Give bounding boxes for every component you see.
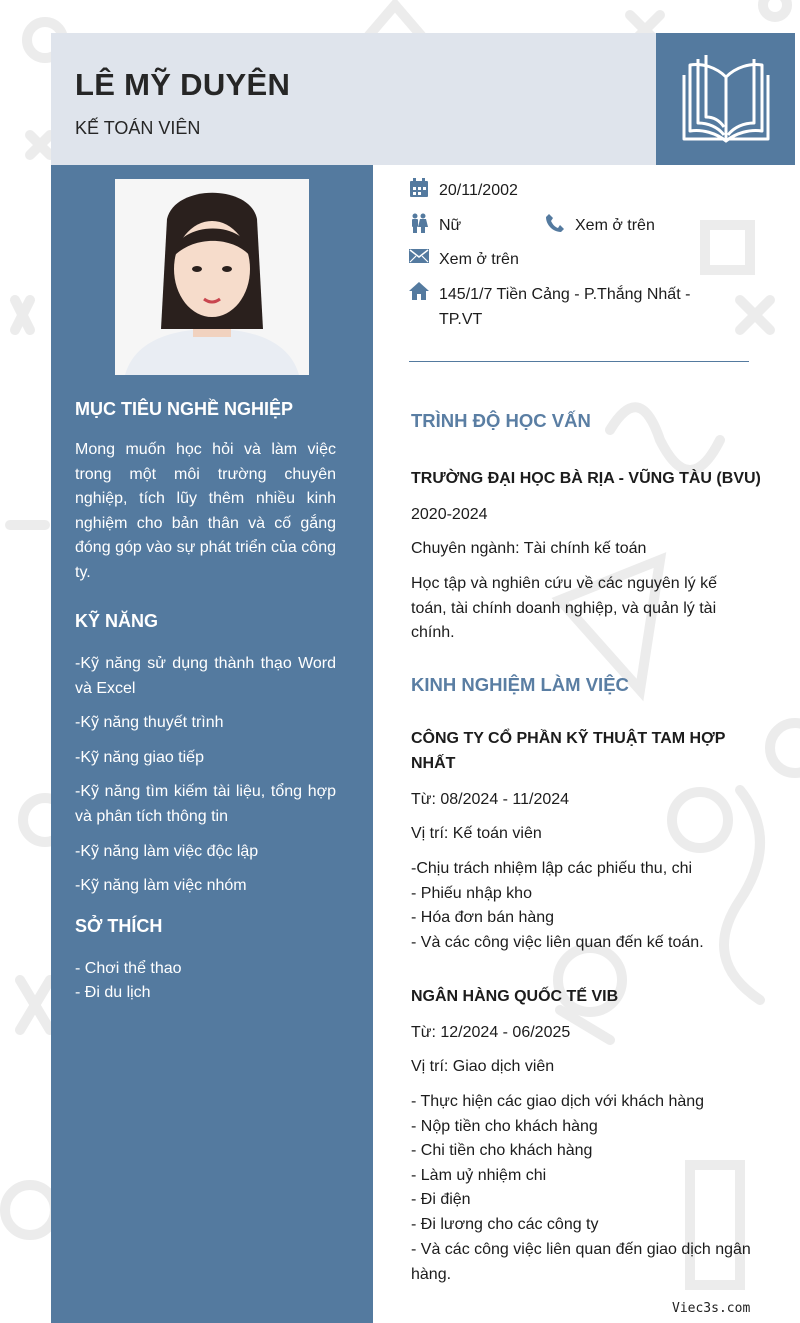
envelope-icon [409,247,439,272]
open-book-icon [678,53,774,145]
skill-item: -Kỹ năng sử dụng thành thạo Word và Excel [75,655,336,697]
job-period: Từ: 08/2024 - 11/2024 [411,791,570,808]
birthday-row [409,178,518,206]
objective-text: Mong muốn học hỏi và làm việc trong một môi trường chuyên nghiệp, tích lũy thêm nhiều kinh nghiệm cho bản thân và cố gắng đóng góp vào sự phát triển của công ty. [75,441,336,581]
email-text: Xem ở trên [439,251,519,268]
people-icon [409,213,439,241]
job-duty: - Đi lương cho các công ty [411,1216,599,1233]
job-position: Vị trí: Kế toán viên [411,825,542,842]
hobby-item: - Chơi thể thao [75,960,182,977]
skill-item: -Kỹ năng làm việc độc lập [75,843,259,860]
candidate-name: LÊ MỸ DUYÊN [75,67,291,102]
school-name: TRƯỜNG ĐẠI HỌC BÀ RỊA - VŨNG TÀU (BVU) [411,470,761,487]
job-duty: - Và các công việc liên quan đến giao dịch ngân hàng. [411,1241,751,1283]
skills-section [75,611,336,632]
skill-item: -Kỹ năng giao tiếp [75,749,204,766]
job-company: CÔNG TY CỔ PHẦN KỸ THUẬT TAM HỢP NHẤT [411,730,726,772]
birthday-text: 20/11/2002 [439,182,518,199]
calendar-icon [409,178,439,206]
address-text: 145/1/7 Tiền Cảng - P.Thắng Nhất - TP.VT [439,286,691,328]
job-duty: - Chi tiền cho khách hàng [411,1142,593,1159]
sidebar [51,165,373,1323]
objective-section [75,399,336,585]
job-duty: - Làm uỷ nhiệm chi [411,1167,547,1184]
job-duty: - Hóa đơn bán hàng [411,909,555,926]
hobbies-section [75,916,336,937]
job-duty: - Đi điện [411,1191,471,1208]
home-icon [409,282,439,332]
gender-row [409,213,461,241]
job-period: Từ: 12/2024 - 06/2025 [411,1024,571,1041]
job-duty: - Phiếu nhập kho [411,885,532,902]
hobby-item: - Đi du lịch [75,984,151,1001]
job-duty: - Thực hiện các giao dịch với khách hàng [411,1093,705,1110]
phone-icon [545,213,575,241]
skill-item: -Kỹ năng thuyết trình [75,714,224,731]
job-duty: - Nộp tiền cho khách hàng [411,1118,598,1135]
education-description: Học tập và nghiên cứu về các nguyên lý kế toán, tài chính doanh nghiệp, và quản lý tài chính. [411,575,717,642]
address-row [409,282,729,332]
job-title: KẾ TOÁN VIÊN [75,118,201,138]
job-position: Vị trí: Giao dịch viên [411,1058,555,1075]
education-period: 2020-2024 [411,506,488,523]
skills-title: KỸ NĂNG [75,611,159,631]
logo-box [656,33,795,165]
profile-photo [115,179,309,375]
gender-text: Nữ [439,217,462,234]
job-duty: - Và các công việc liên quan đến kế toán. [411,934,704,951]
hobbies-title: SỞ THÍCH [75,916,163,936]
experience-title: KINH NGHIỆM LÀM VIỆC [411,674,629,695]
skill-item: -Kỹ năng làm việc nhóm [75,877,247,894]
footer-watermark: Viec3s.com [672,1301,751,1316]
education-major: Chuyên ngành: Tài chính kế toán [411,540,647,557]
phone-text: Xem ở trên [575,217,655,234]
job-duty: -Chịu trách nhiệm lập các phiếu thu, chi [411,860,693,877]
job-company: NGÂN HÀNG QUỐC TẾ VIB [411,988,619,1005]
email-row [409,247,519,272]
phone-row [545,213,655,241]
education-title: TRÌNH ĐỘ HỌC VẤN [411,410,591,431]
skill-item: -Kỹ năng tìm kiếm tài liệu, tổng hợp và phân tích thông tin [75,783,336,825]
divider [409,361,749,362]
objective-title: MỤC TIÊU NGHỀ NGHIỆP [75,399,294,419]
main-content [373,165,800,1323]
header-banner [51,33,656,165]
